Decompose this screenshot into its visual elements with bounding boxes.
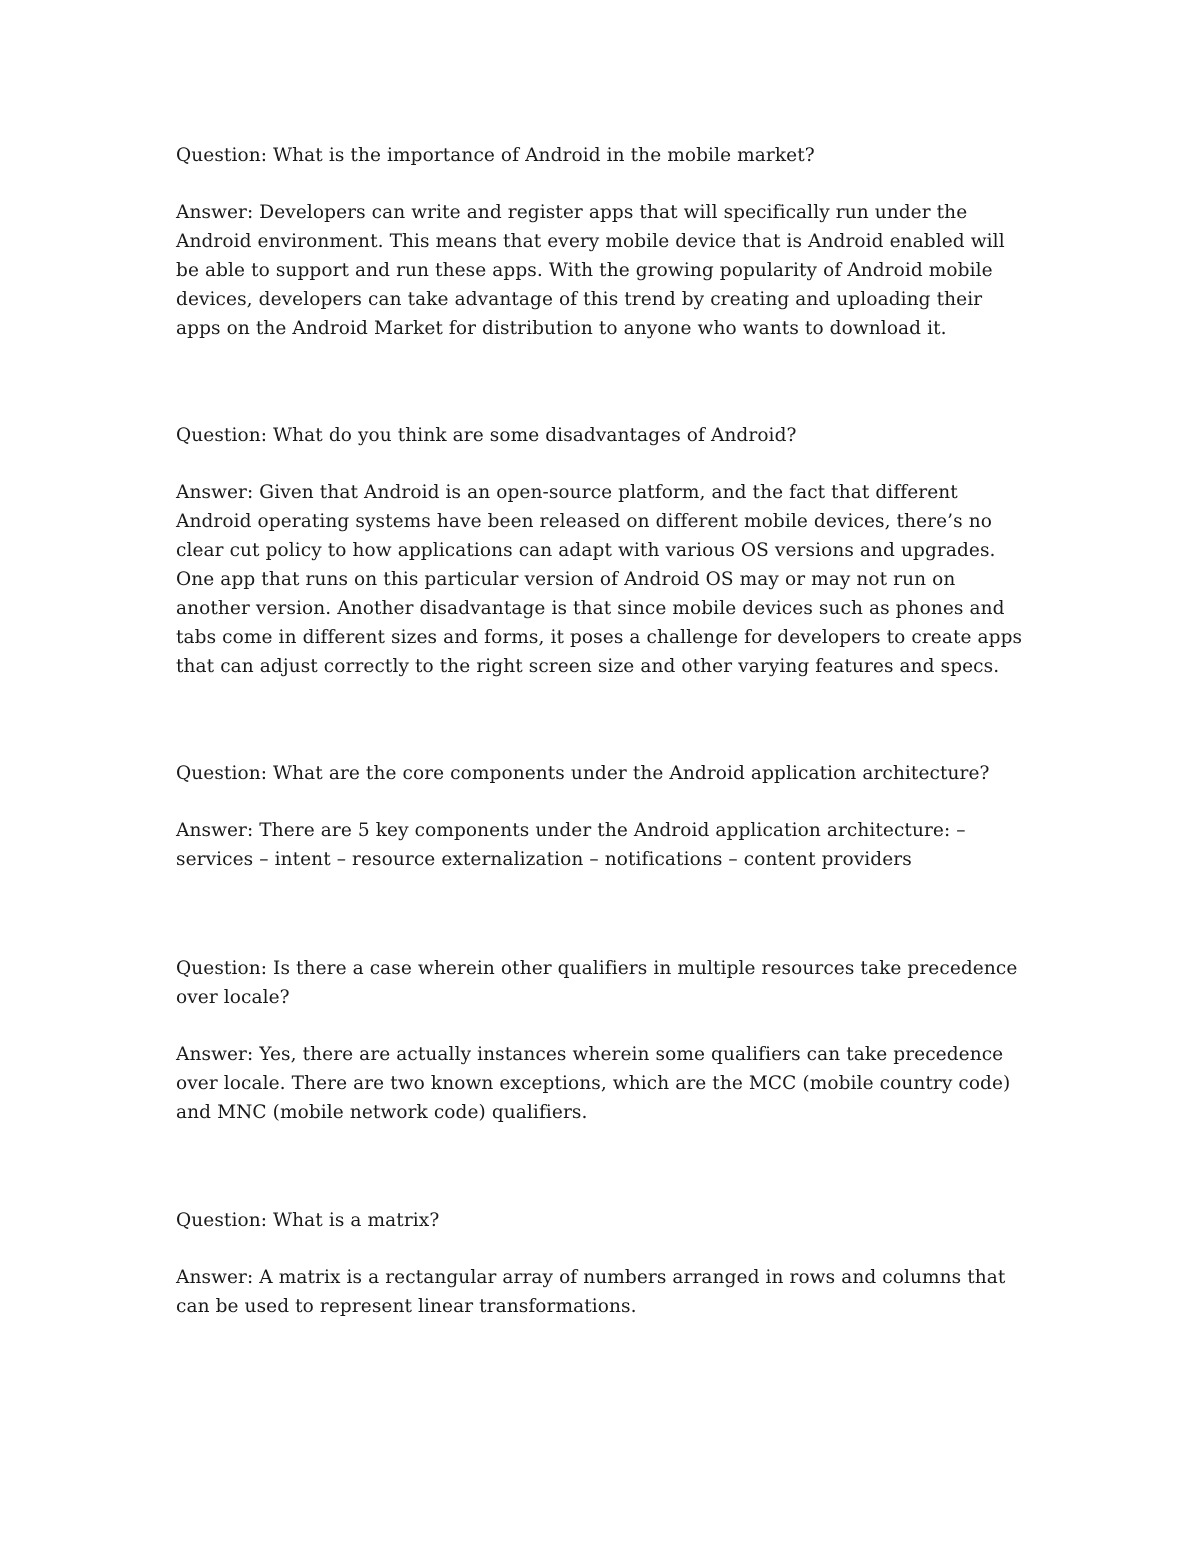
question-text: Question: What is a matrix?: [176, 1210, 440, 1231]
answer-text: Answer: There are 5 key components under the Android application architecture: – services – intent – resource externalization – notifications – content providers: [176, 820, 966, 870]
question-text: Question: What are the core components under the Android application architecture?: [176, 763, 990, 784]
qa-item-matrix: [176, 1206, 1028, 1321]
answer-text: Answer: Given that Android is an open-source platform, and the fact that different Android operating systems have been released on different mobile devices, there’s no clear cut policy to how applications can adapt with various OS versions and upgrades. One app that runs on this particular version of Android OS may or may not run on another version. Another disadvantage is that since mobile devices such as phones and tabs come in different sizes and forms, it poses a challenge for developers to create apps that can adjust correctly to the right screen size and other varying features and specs.: [176, 482, 1023, 677]
question-text: Question: Is there a case wherein other qualifiers in multiple resources take precedence over locale?: [176, 958, 1018, 1008]
qa-item-android-disadvantages: [176, 421, 1028, 681]
qa-item-android-importance: [176, 141, 1028, 343]
answer-text: Answer: Yes, there are actually instances wherein some qualifiers can take precedence over locale. There are two known exceptions, which are the MCC (mobile country code) and MNC (mobile network code) qualifiers.: [176, 1044, 1011, 1123]
qa-item-core-components: [176, 759, 1028, 874]
question-text: Question: What do you think are some disadvantages of Android?: [176, 425, 797, 446]
qa-item-qualifiers-precedence: [176, 954, 1028, 1127]
answer-text: Answer: A matrix is a rectangular array of numbers arranged in rows and columns that can be used to represent linear transformations.: [176, 1267, 1006, 1317]
question-text: Question: What is the importance of Android in the mobile market?: [176, 145, 815, 166]
answer-text: Answer: Developers can write and register apps that will specifically run under the Android environment. This means that every mobile device that is Android enabled will be able to support and run these apps. With the growing popularity of Android mobile devices, developers can take advantage of this trend by creating and uploading their apps on the Android Market for distribution to anyone who wants to download it.: [176, 202, 1005, 339]
